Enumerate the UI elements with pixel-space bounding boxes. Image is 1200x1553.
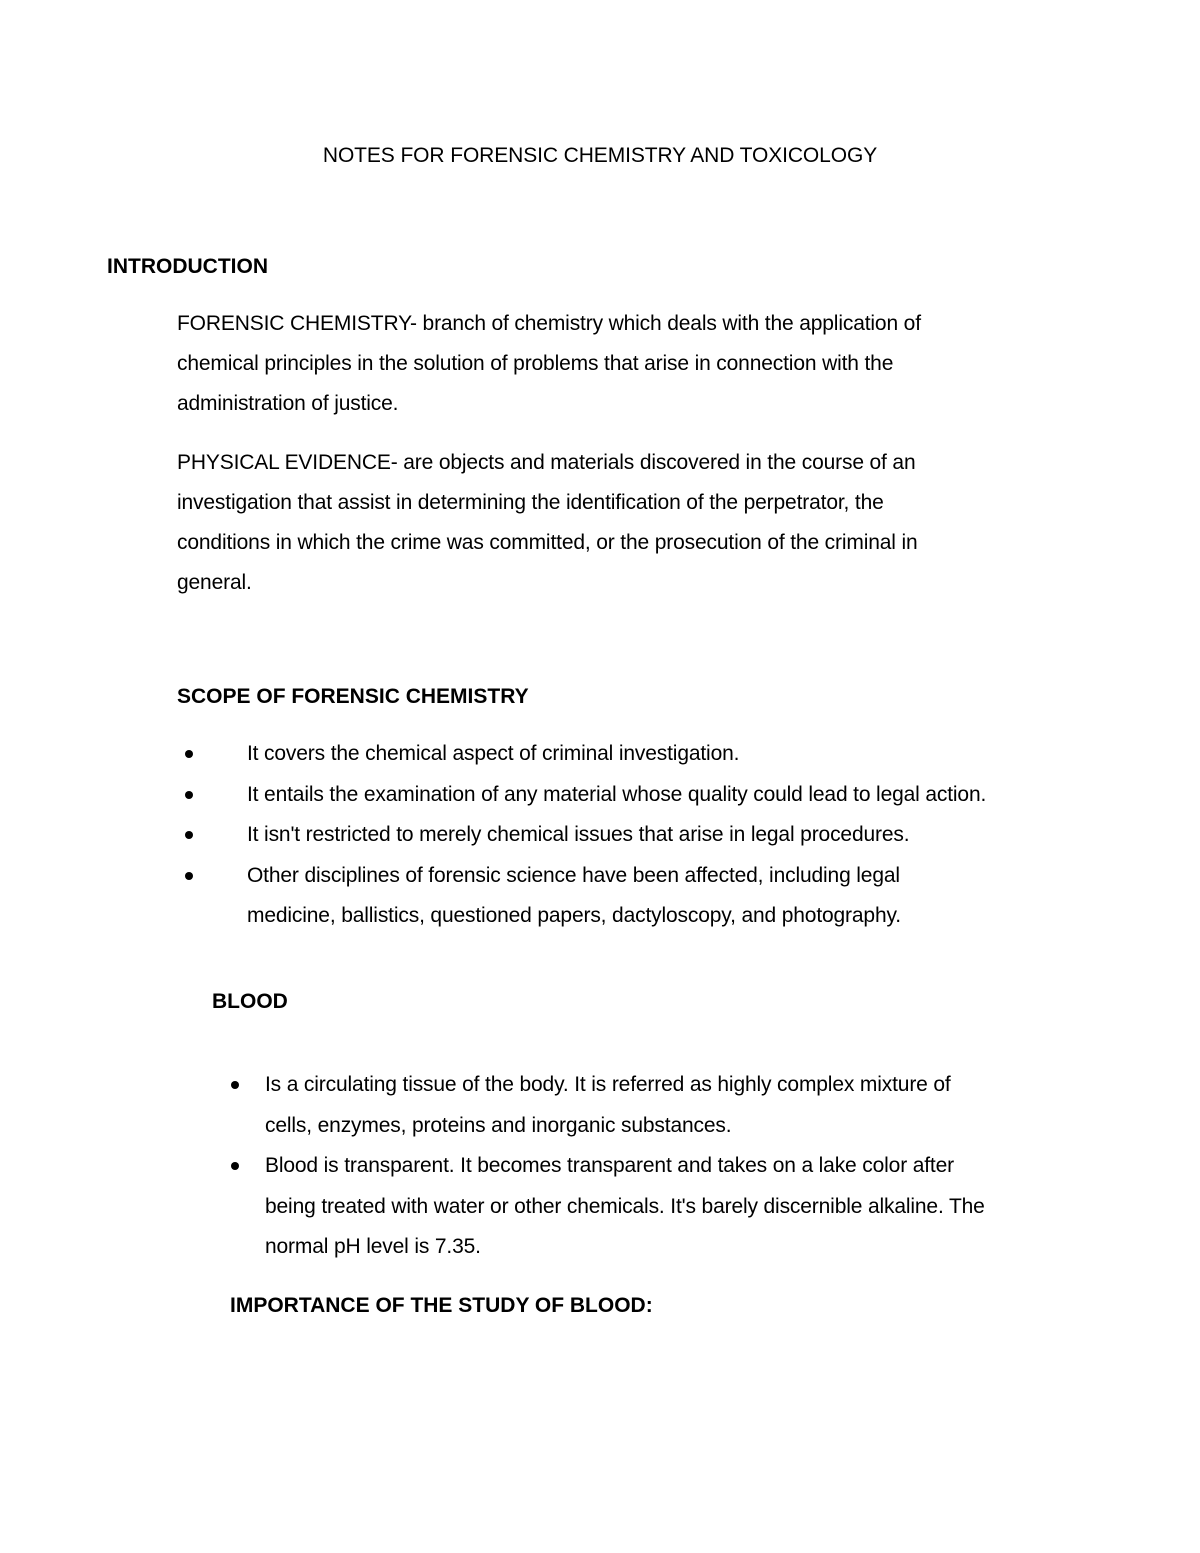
list-item-line: being treated with water or other chemicals. It's barely discernible alkaline. The [265,1194,985,1218]
list-item-line: Blood is transparent. It becomes transparent and takes on a lake color after [265,1154,954,1177]
list-item [177,775,1137,816]
list-item-line: medicine, ballistics, questioned papers, dactyloscopy, and photography. [247,904,901,927]
list-item-line: Is a circulating tissue of the body. It is referred as highly complex mixture of [265,1073,951,1096]
definition-line: investigation that assist in determining the identification of the perpetrator, the [177,491,884,514]
definition-line: general. [177,571,252,594]
list-item [212,1065,1142,1146]
bullet-icon [231,1081,239,1089]
list-item-line: cells, enzymes, proteins and inorganic substances. [265,1113,732,1137]
forensic-chemistry-definition [177,304,1077,424]
bullet-icon [185,750,193,758]
blood-bullet-list [212,1065,1142,1268]
list-item-line: Other disciplines of forensic science have been affected, including legal [247,863,900,887]
list-item-line: It covers the chemical aspect of criminal investigation. [247,742,740,765]
scope-heading: SCOPE OF FORENSIC CHEMISTRY [177,685,529,708]
document-title: NOTES FOR FORENSIC CHEMISTRY AND TOXICOLOGY [322,144,878,167]
bullet-icon [231,1162,239,1170]
definition-line: administration of justice. [177,392,399,415]
physical-evidence-definition [177,443,1077,603]
definition-line: chemical principles in the solution of problems that arise in connection with the [177,352,894,375]
list-item-line: normal pH level is 7.35. [265,1235,481,1258]
importance-heading: IMPORTANCE OF THE STUDY OF BLOOD: [230,1294,653,1317]
definition-line: conditions in which the crime was committed, or the prosecution of the criminal in [177,531,918,554]
definition-line: FORENSIC CHEMISTRY- branch of chemistry which deals with the application of [177,312,921,335]
list-item [212,1146,1142,1268]
bullet-icon [185,831,193,839]
scope-bullet-list [177,734,1137,937]
list-item [177,815,1137,856]
definition-line: PHYSICAL EVIDENCE- are objects and materials discovered in the course of an [177,451,916,474]
blood-heading: BLOOD [212,990,288,1013]
bullet-icon [185,791,193,799]
introduction-heading: INTRODUCTION [107,255,268,278]
list-item [177,856,1137,937]
bullet-icon [185,872,193,880]
list-item [177,734,1137,775]
list-item-line: It isn't restricted to merely chemical issues that arise in legal procedures. [247,823,910,846]
list-item-line: It entails the examination of any material whose quality could lead to legal action. [247,782,987,806]
